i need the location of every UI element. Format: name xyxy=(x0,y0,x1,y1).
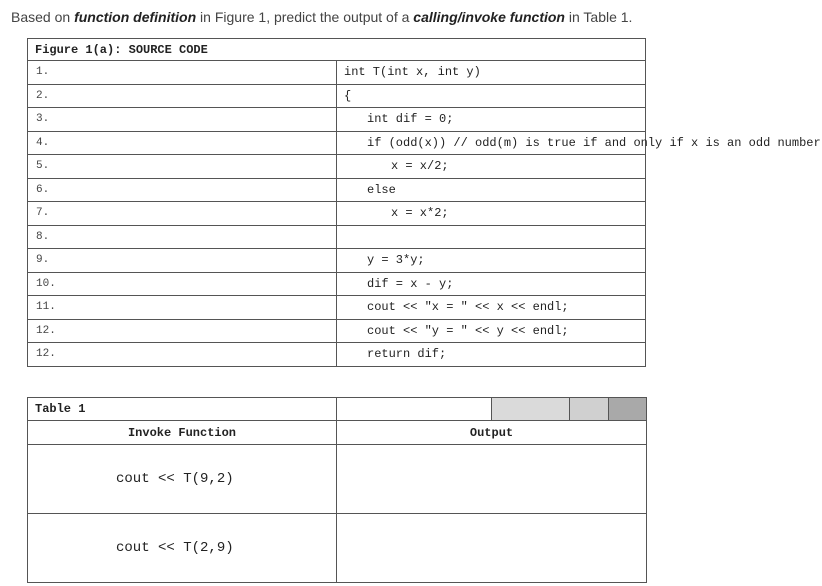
column-header-invoke: Invoke Function xyxy=(28,421,337,445)
table-row xyxy=(28,514,647,583)
code-line xyxy=(28,108,646,132)
line-number: 4. xyxy=(28,131,337,155)
code-text: cout << "x = " << x << endl; xyxy=(337,296,646,320)
invoke-call: cout << T(2,9) xyxy=(28,514,337,583)
code-text: int dif = 0; xyxy=(337,108,646,132)
code-line xyxy=(28,155,646,179)
code-text: dif = x - y; xyxy=(337,272,646,296)
figure-source-code-table xyxy=(27,38,821,367)
code-line xyxy=(28,202,646,226)
code-text: y = 3*y; xyxy=(337,249,646,273)
code-text: x = x*2; xyxy=(337,202,646,226)
code-text: if (odd(x)) // odd(m) is true if and only if x is an odd number xyxy=(337,131,646,155)
code-text: x = x/2; xyxy=(337,155,646,179)
code-text: int T(int x, int y) xyxy=(337,61,646,85)
line-number: 5. xyxy=(28,155,337,179)
line-number: 12. xyxy=(28,343,337,367)
column-header-output: Output xyxy=(337,421,647,445)
output-cell[interactable] xyxy=(337,514,647,583)
code-line xyxy=(28,343,646,367)
output-cell[interactable] xyxy=(337,445,647,514)
code-text xyxy=(337,225,646,249)
code-line xyxy=(28,249,646,273)
code-line xyxy=(28,84,646,108)
code-line xyxy=(28,225,646,249)
code-line xyxy=(28,319,646,343)
header-gray-cells xyxy=(337,398,647,421)
line-number: 8. xyxy=(28,225,337,249)
line-number: 6. xyxy=(28,178,337,202)
code-line xyxy=(28,178,646,202)
line-number: 9. xyxy=(28,249,337,273)
invoke-call: cout << T(9,2) xyxy=(28,445,337,514)
code-line xyxy=(28,61,646,85)
code-line xyxy=(28,272,646,296)
instruction-text: Based on function definition in Figure 1, predict the output of a calling/invoke function in Table 1. xyxy=(11,9,633,25)
line-number: 11. xyxy=(28,296,337,320)
code-line xyxy=(28,131,646,155)
line-number: 10. xyxy=(28,272,337,296)
code-text: cout << "y = " << y << endl; xyxy=(337,319,646,343)
line-number: 1. xyxy=(28,61,337,85)
line-number: 7. xyxy=(28,202,337,226)
figure-header: Figure 1(a): SOURCE CODE xyxy=(28,39,646,61)
line-number: 3. xyxy=(28,108,337,132)
line-number: 2. xyxy=(28,84,337,108)
invoke-output-table xyxy=(27,397,647,583)
table-row xyxy=(28,445,647,514)
code-text: return dif; xyxy=(337,343,646,367)
table-title: Table 1 xyxy=(28,398,337,421)
code-line xyxy=(28,296,646,320)
code-text: else xyxy=(337,178,646,202)
code-text: { xyxy=(337,84,646,108)
line-number: 12. xyxy=(28,319,337,343)
